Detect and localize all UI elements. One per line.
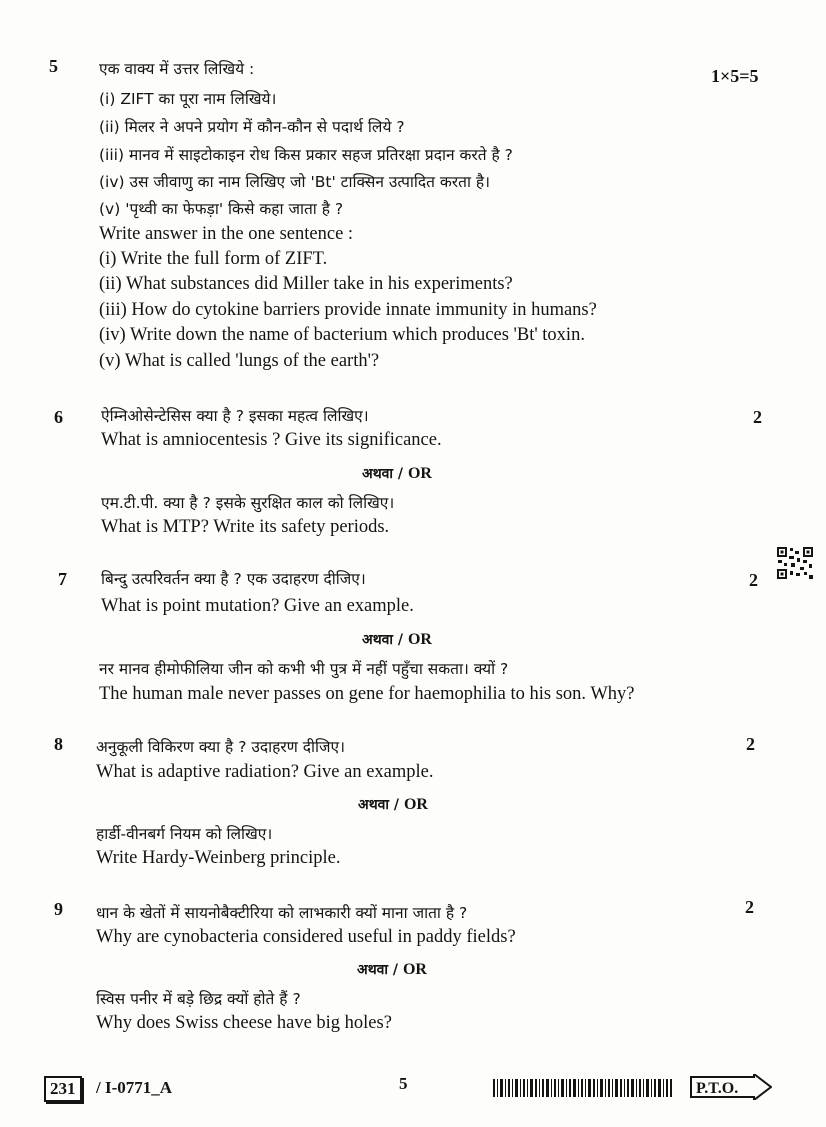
subpart-hindi: (iv) उस जीवाणु का नाम लिखिए जो 'Bt' टाक्सिन उत्पादित करता है। [99,173,491,191]
question-text-english: Why are cynobacteria considered useful in paddy fields? [96,927,516,947]
page-number: 5 [399,1074,408,1093]
subpart-english: (i) Write the full form of ZIFT. [99,249,328,269]
question-text-hindi: धान के खेतों में सायनोबैक्टीरिया को लाभकारी क्यों माना जाता है ? [96,904,468,922]
or-separator: अथवा / OR [357,961,427,978]
question-marks: 1×5=5 [711,66,759,86]
or-separator: अथवा / OR [362,631,432,648]
question-number: 7 [58,569,67,589]
subpart-hindi: (v) 'पृथ्वी का फेफड़ा' किसे कहा जाता है ? [99,200,344,218]
alternative-question-hindi: नर मानव हीमोफीलिया जीन को कभी भी पुत्र में नहीं पहुँचा सकता। क्यों ? [99,660,509,678]
subpart-english: (iii) How do cytokine barriers provide innate immunity in humans? [99,300,597,320]
or-separator: अथवा / OR [362,465,432,482]
question-text-hindi: अनुकूली विकिरण क्या है ? उदाहरण दीजिए। [96,738,346,756]
alternative-question-hindi: एम.टी.पी. क्या है ? इसके सुरक्षित काल को लिखिए। [101,494,395,512]
question-text-hindi: एक वाक्य में उत्तर लिखिये : [99,60,255,78]
question-text-hindi: बिन्दु उत्परिवर्तन क्या है ? एक उदाहरण दीजिए। [101,570,366,588]
question-text-english: What is adaptive radiation? Give an example. [96,762,434,782]
question-text-english: What is point mutation? Give an example. [101,596,414,616]
question-marks: 2 [746,734,755,754]
series-code: / I-0771_A [96,1078,173,1097]
subpart-english: (ii) What substances did Miller take in his experiments? [99,274,513,294]
subpart-hindi: (ii) मिलर ने अपने प्रयोग में कौन-कौन से पदार्थ लिये ? [99,118,405,136]
question-number: 6 [54,407,63,427]
alternative-question-english: Write Hardy-Weinberg principle. [96,848,341,868]
subpart-hindi: (iii) मानव में साइटोकाइन रोध किस प्रकार सहज प्रतिरक्षा प्रदान करते है ? [99,146,513,164]
pto-arrow [690,1074,772,1100]
alternative-question-hindi: स्विस पनीर में बड़े छिद्र क्यों होते हैं ? [96,990,301,1008]
paper-code-box: 231 [44,1076,82,1102]
question-text-english: Write answer in the one sentence : [99,224,354,244]
question-text-hindi: ऐम्निओसेन्टेसिस क्या है ? इसका महत्व लिखिए। [101,407,369,425]
question-number: 8 [54,734,63,754]
subpart-english: (iv) Write down the name of bacterium which produces 'Bt' toxin. [99,325,585,345]
barcode [493,1079,673,1097]
question-text-english: What is amniocentesis ? Give its significance. [101,430,442,450]
question-marks: 2 [749,570,758,590]
question-marks: 2 [745,897,754,917]
question-number: 9 [54,899,63,919]
alternative-question-english: Why does Swiss cheese have big holes? [96,1013,392,1033]
alternative-question-english: What is MTP? Write its safety periods. [101,517,390,537]
pto-label: P.T.O. [696,1080,739,1097]
alternative-question-hindi: हार्डी-वीनबर्ग नियम को लिखिए। [96,825,273,843]
subpart-hindi: (i) ZIFT का पूरा नाम लिखिये। [99,90,277,108]
question-number: 5 [49,56,58,76]
or-separator: अथवा / OR [358,796,428,813]
alternative-question-english: The human male never passes on gene for haemophilia to his son. Why? [99,684,635,704]
qr-code [776,546,814,580]
subpart-english: (v) What is called 'lungs of the earth'? [99,351,380,371]
question-marks: 2 [753,407,762,427]
